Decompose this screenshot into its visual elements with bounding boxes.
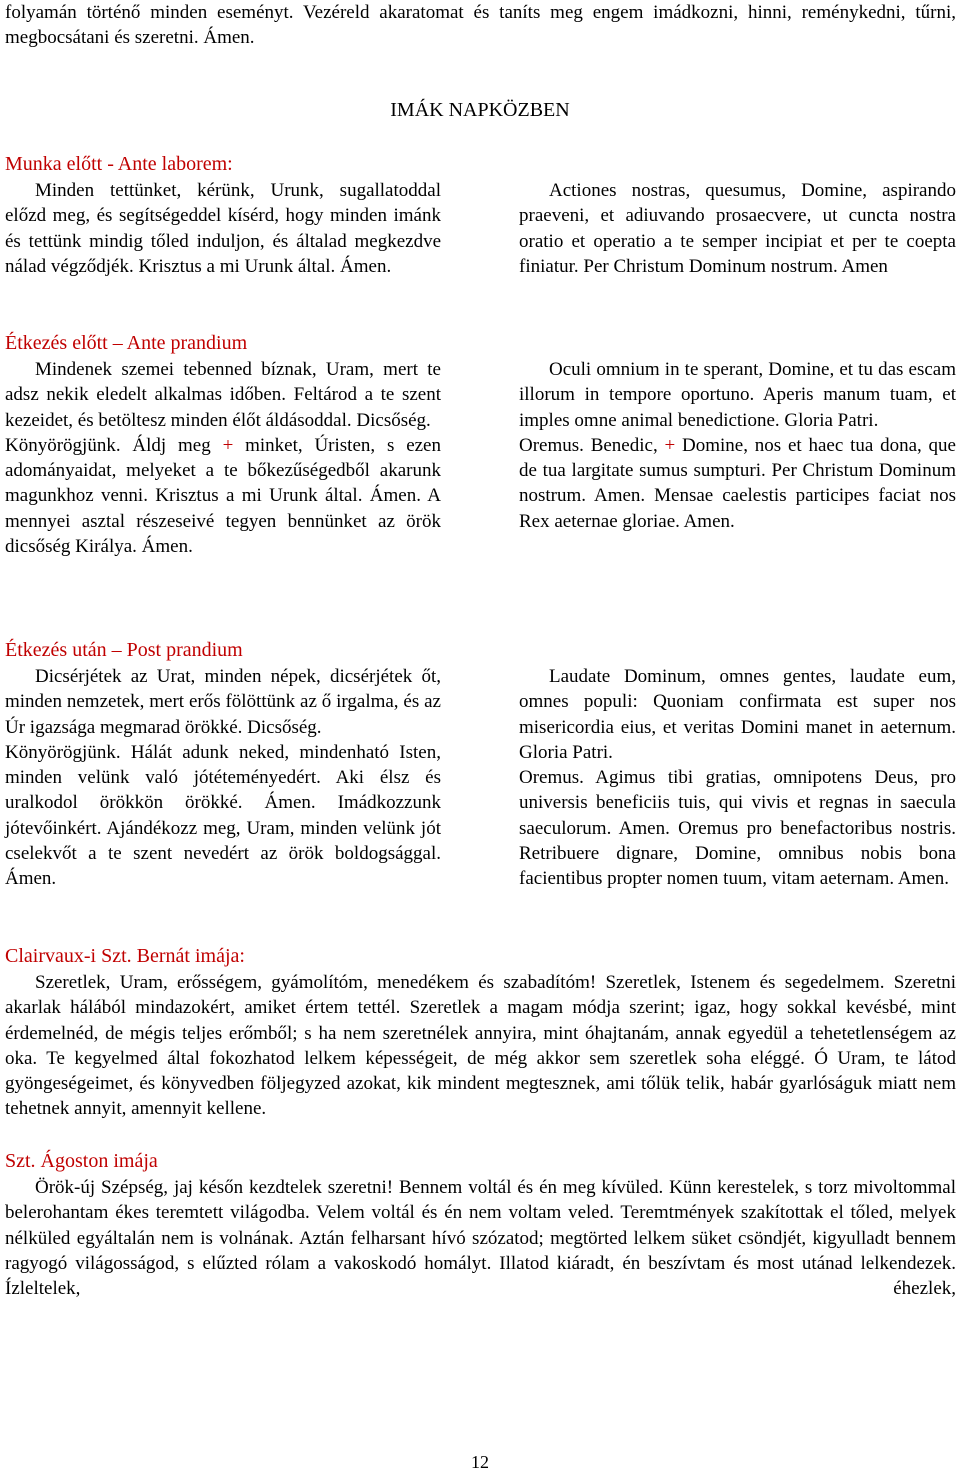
bernat-prayer-text: Szeretlek, Uram, erősségem, gyámolítóm, menedékem és szabadítóm! Szeretlek, Istenem és segedelmem. Szeretni akarlak hálából mindazokért, amiket értem tettél. Szeretlek a magam módja szerint; igaz, hogy sokkal kevésbé, mint érdemelnéd, de mégis teljes erőmből; s ha nem szeretnélek annyira, mint óhajtanám, annak egyedül a tehetetlenségem az oka. Te kegyelmed által fokozhatod lelkem képességeit, de még akkor sem szeretlek soha eléggé. Ó Uram, te látod gyöngeségeimet, és könyvedben följegyzed azokat, kik mindent megtesznek, ami tőlük telik, habár gyarlóságuk miatt nem tehetnek annyit, amennyit kellene.	[5, 972, 956, 1120]
ante-prandium-hu-paragraph-1: Mindenek szemei tebenned bíznak, Uram, mert te adsz nekik eledelt alkalmas időben. Feltárod a te szent kezeidet, és betöltesz minden élőt áldásoddal. Dicsőség.	[5, 359, 441, 431]
ante-prandium-la-p2-end: Domine, nos et haec tua dona, que de tua largitate sumus sumpturi. Per Christum Dominum nostrum. Amen. Mensae caelestis participes faciat nos Rex aeternae gloriae. Amen.	[519, 434, 956, 532]
post-prandium-hu-paragraph-1: Dicsérjétek az Urat, minden népek, dicsérjétek őt, minden nemzetek, mert erős fölöttünk az ő irgalma, és az Úr igazsága megmarad örökké. Dicsőség.	[5, 666, 441, 738]
bernat-heading: Clairvaux-i Szt. Bernát imája:	[5, 945, 245, 967]
ante-prandium-hu-p2-end: minket, Úristen, s ezen adományaidat, melyeket a te bőkezűségedből akarunk magunkhoz venni. Krisztus a mi Urunk által. Ámen. A mennyei asztal részeseivé tegyen bennünket az örök dicsőség Királya. Ámen.	[5, 434, 441, 558]
ante-prandium-hu-p2-start: Könyörögjünk. Áldj meg	[5, 434, 223, 456]
ante-prandium-heading-dash: –	[107, 332, 127, 354]
ante-prandium-heading	[5, 331, 247, 356]
cross-sign: +	[222, 434, 234, 456]
section-title: IMÁK NAPKÖZBEN	[390, 99, 570, 121]
post-prandium-la-paragraph-2: Oremus. Agimus tibi gratias, omnipotens Deus, pro universis beneficiis tuis, qui vivis et regnas in saecula saeculorum. Amen. Oremus pro benefactoribus nostris. Retribuere dignare, Domine, omnibus nobis bona facientibus propter nomen tuum, vitam aeternam. Amen.	[519, 767, 956, 890]
ante-prandium-hungarian	[5, 357, 441, 559]
ante-prandium-heading-hu: Étkezés előtt	[5, 332, 108, 354]
post-prandium-hu-paragraph-2: Könyörögjünk. Hálát adunk neked, mindenható Isten, minden velünk való jótéteményedért. Aki élsz és uralkodol örökkön örökké. Ámen. Imádkozzunk jótevőinkért. Ajándékozz meg, Uram, minden velünk jót cselekvőt a te szent nevedért az örök boldogsággal. Ámen.	[5, 741, 441, 890]
munka-latin-text: Actiones nostras, quesumus, Domine, aspirando praeveni, et adiuvando prosaecvere, ut cuncta nostra oratio et operatio a te semper incipiat et per te coepta finiatur. Per Christum Dominum nostrum. Amen	[519, 180, 956, 277]
page-number: 12	[471, 1452, 489, 1472]
ante-prandium-la-paragraph-2	[519, 433, 956, 534]
ante-prandium-la-paragraph-1: Oculi omnium in te sperant, Domine, et tu das escam illorum in tempore oportuno. Aperis manum tuam, et imples omne animal benedictione. Gloria Patri.	[519, 359, 956, 431]
post-prandium-heading-hu: Étkezés után	[5, 639, 107, 661]
munka-hungarian-text: Minden tettünket, kérünk, Urunk, sugallatoddal előzd meg, és segítségeddel kísérd, hogy minden imánk és tettünk mindig tőled induljon, és általad megkezdve nálad végződjék. Krisztus a mi Urunk által. Ámen.	[5, 180, 441, 277]
ante-prandium-heading-la: Ante prandium	[126, 332, 248, 354]
ante-prandium-la-p2-start: Oremus. Benedic,	[519, 434, 665, 456]
post-prandium-heading-dash: –	[106, 639, 127, 661]
munka-heading: Munka előtt - Ante laborem:	[5, 153, 233, 175]
ante-prandium-hu-paragraph-2	[5, 433, 441, 559]
cross-sign: +	[664, 434, 676, 456]
post-prandium-heading-la: Post prandium	[126, 639, 243, 661]
agoston-prayer-text: Örök-új Szépség, jaj későn kezdtelek szeretni! Bennem voltál és én meg kívüled. Künn kerestelek, s torz mivoltommal belerohantam ékes teremtett világodba. Velem voltál és én nem voltam veled. Teremtmények szakítottak el tőled, melyek nélküled egyáltalán nem is volnának. Aztán felharsant hívó szózatod; megtörted lelkem süket csöndjét, kigyulladt bennem ragyogó világosságod, s elűzted rólam a vakoskodó homályt. Illatod kiáradt, én beszívtam és most utánad lelkendezek. Ízleltelek, éhezlek,	[5, 1177, 956, 1300]
top-continuation-text: folyamán történő minden eseményt. Vezéreld akaratomat és taníts meg engem imádkozni, hinni, reménykedni, tűrni, megbocsátani és szeretni. Ámen.	[5, 2, 956, 49]
post-prandium-heading	[5, 638, 243, 663]
agoston-heading: Szt. Ágoston imája	[5, 1150, 158, 1172]
ante-prandium-latin	[519, 357, 956, 534]
post-prandium-la-paragraph-1: Laudate Dominum, omnes gentes, laudate eum, omnes populi: Quoniam confirmata est super nos misericordia eius, et veritas Domini manet in aeternum. Gloria Patri.	[519, 666, 956, 763]
post-prandium-hungarian	[5, 664, 441, 892]
post-prandium-latin	[519, 664, 956, 892]
